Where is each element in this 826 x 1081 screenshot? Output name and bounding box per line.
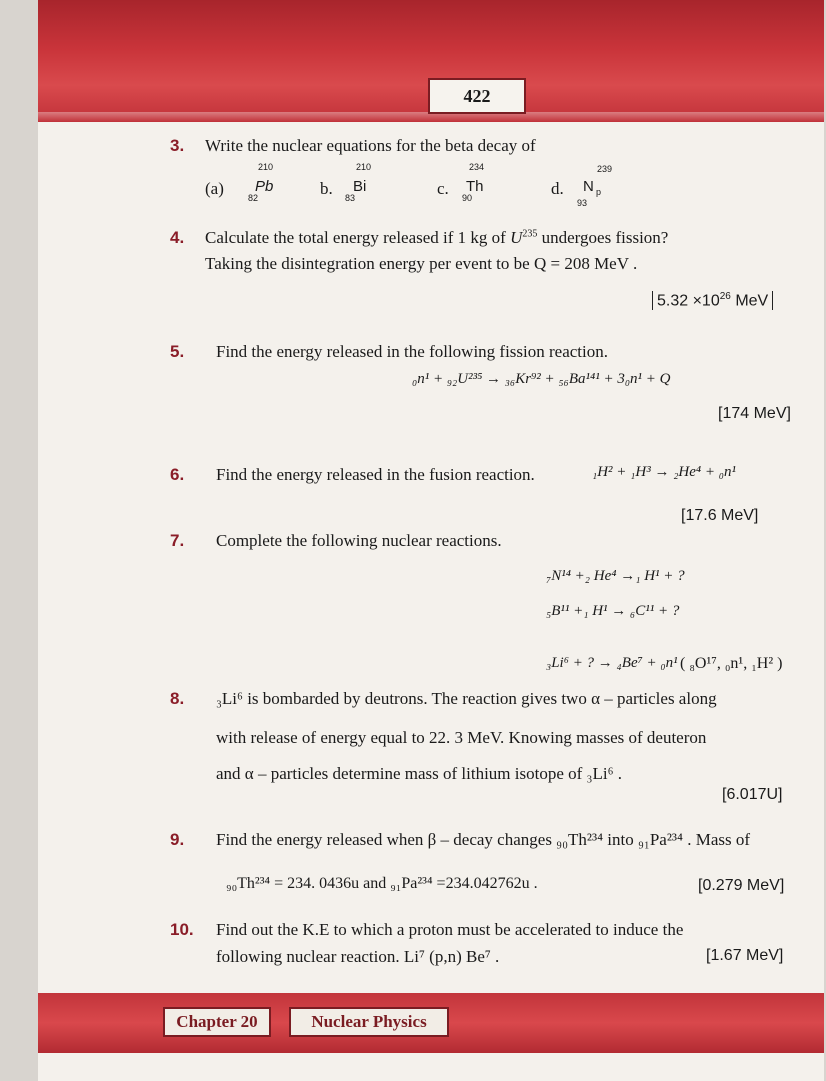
q3-option-c-label: c. bbox=[437, 179, 449, 198]
q6-text: Find the energy released in the fusion reaction. bbox=[216, 465, 535, 484]
q4-number: 4. bbox=[170, 228, 185, 247]
page-number: 422 bbox=[428, 78, 526, 114]
q7-reaction-1: ₇N¹⁴ +₂ He⁴ →₁ H¹ + ? bbox=[546, 568, 685, 584]
q4-uranium-mass: 235 bbox=[522, 228, 538, 240]
q5-answer: [174 MeV] bbox=[718, 405, 791, 422]
q3-option-d-atomic: 93 bbox=[577, 198, 588, 208]
q8-line3: and α – particles determine mass of lithium isotope of ₃Li⁶ . bbox=[216, 764, 623, 783]
q4-answer bbox=[652, 291, 773, 310]
q3-option-b-symbol: Bi bbox=[353, 178, 367, 195]
q4-line2: Taking the disintegration energy per event to be Q = 208 MeV . bbox=[205, 254, 638, 273]
q3-option-c-symbol: Th bbox=[466, 178, 484, 195]
q3-option-d-label: d. bbox=[551, 179, 564, 198]
q3-number: 3. bbox=[170, 136, 185, 155]
q3-option-a-symbol: Pb bbox=[255, 178, 274, 195]
q9-number: 9. bbox=[170, 830, 185, 849]
q3-option-a-atomic: 82 bbox=[248, 193, 259, 203]
q4-answer-unit: MeV bbox=[735, 292, 769, 310]
footer-title: Nuclear Physics bbox=[289, 1007, 449, 1037]
q3-option-d-mass: 239 bbox=[597, 164, 613, 174]
q3-option-d-sub: p bbox=[596, 187, 602, 197]
q6-answer: [17.6 MeV] bbox=[681, 507, 759, 524]
q9-line2: ₉₀Th²³⁴ = 234. 0436u and ₉₁Pa²³⁴ =234.042762u . bbox=[226, 875, 538, 892]
q4-answer-exp: 26 bbox=[719, 291, 731, 302]
q3-option-b-mass: 210 bbox=[356, 162, 372, 172]
q3-option-a-mass: 210 bbox=[258, 162, 274, 172]
q9-line1: Find the energy released when β – decay changes ₉₀Th²³⁴ into ₉₁Pa²³⁴ . Mass of bbox=[216, 830, 751, 849]
q10-number: 10. bbox=[170, 920, 194, 939]
q8-number: 8. bbox=[170, 689, 185, 708]
q5-equation: ₀n¹ + ₉₂U²³⁵ → ₃₆Kr⁹² + ₅₆Ba¹⁴¹ + 3₀n¹ + Q bbox=[412, 371, 671, 387]
q4-line1 bbox=[205, 225, 795, 251]
q7-reaction-3-answer: ( ₈O¹⁷, ₀n¹, ₁H² ) bbox=[680, 655, 783, 672]
q7-text: Complete the following nuclear reactions. bbox=[216, 531, 502, 550]
q7-reaction-2: ₅B¹¹ +₁ H¹ → ₆C¹¹ + ? bbox=[546, 603, 680, 619]
q8-line1: ₃Li⁶ is bombarded by deutrons. The reaction gives two α – particles along bbox=[216, 689, 717, 708]
q4-answer-value: 5.32 ×10 bbox=[657, 292, 720, 310]
q5-text: Find the energy released in the following fission reaction. bbox=[216, 342, 609, 361]
q10-answer: [1.67 MeV] bbox=[706, 947, 784, 964]
q6-number: 6. bbox=[170, 465, 185, 484]
q4-line1-a: Calculate the total energy released if 1 kg of bbox=[205, 228, 506, 247]
q4-uranium: U bbox=[510, 228, 523, 247]
q3-option-c-mass: 234 bbox=[469, 162, 485, 172]
q3-text: Write the nuclear equations for the beta decay of bbox=[205, 136, 536, 155]
q4-line1-b: undergoes fission? bbox=[541, 228, 669, 247]
q10-line1: Find out the K.E to which a proton must be accelerated to induce the bbox=[216, 920, 684, 939]
q8-line2: with release of energy equal to 22. 3 MeV. Knowing masses of deuteron bbox=[216, 728, 707, 747]
q3-option-c-atomic: 90 bbox=[462, 193, 473, 203]
q7-number: 7. bbox=[170, 531, 185, 550]
q6-equation: ₁H² + ₁H³ → ₂He⁴ + ₀n¹ bbox=[592, 464, 736, 480]
q3-option-a-label: (a) bbox=[205, 179, 224, 198]
q3-option-d-symbol: N bbox=[583, 178, 594, 195]
q9-answer: [0.279 MeV] bbox=[698, 877, 785, 894]
q3-option-b-atomic: 83 bbox=[345, 193, 356, 203]
q10-line2: following nuclear reaction. Li⁷ (p,n) Be⁷ . bbox=[216, 947, 500, 966]
footer-chapter: Chapter 20 bbox=[163, 1007, 271, 1037]
q7-reaction-3: ₃Li⁶ + ? → ₄Be⁷ + ₀n¹ bbox=[546, 655, 678, 671]
q8-answer: [6.017U] bbox=[722, 786, 783, 803]
q3-option-b-label: b. bbox=[320, 179, 333, 198]
q5-number: 5. bbox=[170, 342, 185, 361]
